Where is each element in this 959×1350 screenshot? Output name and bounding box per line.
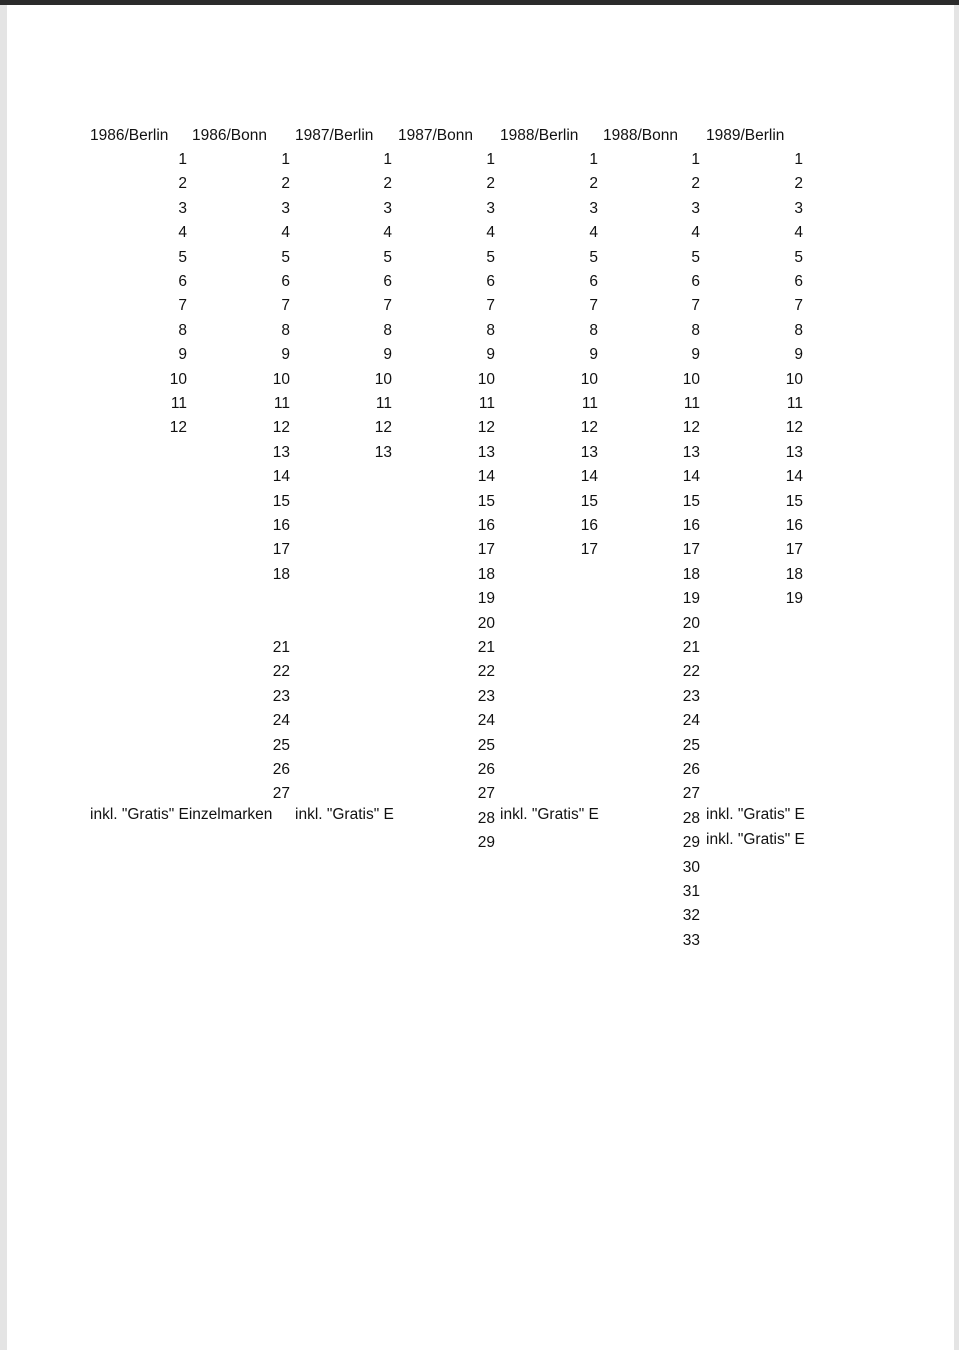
table-cell: 22 xyxy=(682,663,700,681)
table-cell: 33 xyxy=(682,931,700,949)
table-cell: 26 xyxy=(272,761,290,778)
table-cell: 15 xyxy=(682,492,700,510)
table-cell: 15 xyxy=(477,492,495,510)
table-cell: 21 xyxy=(682,639,700,656)
note-cell: inkl. "Gratis" E xyxy=(706,806,805,823)
table-cell: 8 xyxy=(281,321,290,339)
table-cell: 20 xyxy=(477,614,495,632)
table-cell: 6 xyxy=(486,273,495,290)
column-header: 1986/Berlin xyxy=(90,127,169,144)
table-cell: 2 xyxy=(486,175,495,193)
table-cell: 23 xyxy=(682,687,700,705)
table-cell: 8 xyxy=(794,321,803,339)
table-cell: 12 xyxy=(580,419,598,437)
table-cell: 10 xyxy=(374,370,392,388)
table-cell: 13 xyxy=(580,443,598,461)
table-cell: 4 xyxy=(691,224,700,242)
table-cell: 12 xyxy=(272,419,290,437)
note-cell: inkl. "Gratis" E xyxy=(295,806,394,823)
table-cell: 25 xyxy=(682,736,700,754)
table-cell: 22 xyxy=(477,663,495,681)
table-cell: 17 xyxy=(477,541,495,559)
table-cell: 12 xyxy=(169,419,187,437)
table-cell: 10 xyxy=(169,370,187,388)
table-cell: 1 xyxy=(794,151,803,168)
table-cell: 12 xyxy=(682,419,700,437)
table-cell: 11 xyxy=(478,395,495,412)
table-cell: 24 xyxy=(682,712,700,730)
table-cell: 13 xyxy=(374,443,392,461)
table-cell: 10 xyxy=(272,370,290,388)
table-cell: 9 xyxy=(383,346,392,364)
column-header: 1988/Berlin xyxy=(500,127,579,144)
table-cell: 3 xyxy=(178,199,187,217)
table-cell: 9 xyxy=(589,346,598,364)
table-cell: 9 xyxy=(281,346,290,364)
table-cell: 23 xyxy=(477,687,495,705)
table-cell: 11 xyxy=(786,395,803,412)
note-cell: inkl. "Gratis" E xyxy=(500,806,599,823)
table-cell: 6 xyxy=(383,273,392,290)
table-cell: 8 xyxy=(486,321,495,339)
table-cell: 6 xyxy=(281,273,290,290)
table-cell: 5 xyxy=(589,248,598,266)
table-cell: 3 xyxy=(589,199,598,217)
table-cell: 1 xyxy=(178,151,187,168)
table-cell: 18 xyxy=(272,565,290,583)
table-cell: 17 xyxy=(272,541,290,559)
table-cell: 1 xyxy=(486,151,495,168)
table-cell: 6 xyxy=(794,273,803,290)
table-cell: 2 xyxy=(281,175,290,193)
table-cell: 14 xyxy=(682,468,700,486)
table-cell: 32 xyxy=(682,907,700,925)
table-cell: 4 xyxy=(486,224,495,242)
table-cell: 18 xyxy=(682,565,700,583)
table-cell: 7 xyxy=(281,297,290,315)
column-header: 1987/Berlin xyxy=(295,127,374,144)
table-cell: 27 xyxy=(272,785,290,803)
table-cell: 11 xyxy=(273,395,290,412)
column-header: 1989/Berlin xyxy=(706,127,785,144)
table-cell: 7 xyxy=(589,297,598,315)
table-cell: 13 xyxy=(682,443,700,461)
table-cell: 14 xyxy=(272,468,290,486)
table-cell: 3 xyxy=(281,199,290,217)
table-cell: 26 xyxy=(477,761,495,778)
table-cell: 4 xyxy=(794,224,803,242)
table-cell: 30 xyxy=(682,858,700,876)
table-cell: 2 xyxy=(383,175,392,193)
table-cell: 5 xyxy=(691,248,700,266)
table-cell: 5 xyxy=(281,248,290,266)
table-cell: 12 xyxy=(374,419,392,437)
table-cell: 20 xyxy=(682,614,700,632)
table-cell: 6 xyxy=(178,273,187,290)
table-cell: 2 xyxy=(691,175,700,193)
table-cell: 15 xyxy=(785,492,803,510)
table-cell: 4 xyxy=(383,224,392,242)
table-cell: 16 xyxy=(272,517,290,534)
column-header: 1987/Bonn xyxy=(398,127,473,144)
table-cell: 22 xyxy=(272,663,290,681)
table-cell: 7 xyxy=(486,297,495,315)
table-cell: 19 xyxy=(477,590,495,608)
table-cell: 11 xyxy=(581,395,598,412)
table-cell: 18 xyxy=(785,565,803,583)
table-cell: 10 xyxy=(580,370,598,388)
table-cell: 27 xyxy=(682,785,700,803)
column-header: 1986/Bonn xyxy=(192,127,267,144)
table-cell: 21 xyxy=(477,639,495,656)
table-cell: 3 xyxy=(794,199,803,217)
table-cell: 28 xyxy=(477,809,495,827)
table-cell: 2 xyxy=(794,175,803,193)
table-cell: 2 xyxy=(178,175,187,193)
table-cell: 3 xyxy=(383,199,392,217)
table-cell: 9 xyxy=(691,346,700,364)
table-cell: 1 xyxy=(691,151,700,168)
table-cell: 4 xyxy=(589,224,598,242)
table-cell: 7 xyxy=(383,297,392,315)
table-cell: 12 xyxy=(785,419,803,437)
table-cell: 9 xyxy=(794,346,803,364)
table-cell: 3 xyxy=(486,199,495,217)
table-cell: 17 xyxy=(580,541,598,559)
table-cell: 18 xyxy=(477,565,495,583)
table-cell: 28 xyxy=(682,809,700,827)
table-cell: 16 xyxy=(785,517,803,534)
table-cell: 17 xyxy=(785,541,803,559)
table-cell: 25 xyxy=(272,736,290,754)
table-cell: 17 xyxy=(682,541,700,559)
table-cell: 13 xyxy=(477,443,495,461)
table-cell: 7 xyxy=(691,297,700,315)
table-cell: 6 xyxy=(691,273,700,290)
table-cell: 26 xyxy=(682,761,700,778)
table-cell: 3 xyxy=(691,199,700,217)
table-cell: 13 xyxy=(272,443,290,461)
table-cell: 29 xyxy=(477,834,495,852)
table-cell: 11 xyxy=(683,395,700,412)
table-cell: 15 xyxy=(580,492,598,510)
table-cell: 14 xyxy=(785,468,803,486)
table-cell: 24 xyxy=(477,712,495,730)
table-cell: 19 xyxy=(785,590,803,608)
table-cell: 4 xyxy=(178,224,187,242)
table-cell: 5 xyxy=(178,248,187,266)
note-cell: inkl. "Gratis" E xyxy=(706,831,805,848)
table-cell: 21 xyxy=(272,639,290,656)
table-cell: 16 xyxy=(580,517,598,534)
table-cell: 15 xyxy=(272,492,290,510)
table-cell: 31 xyxy=(682,883,700,900)
table-cell: 27 xyxy=(477,785,495,803)
table-cell: 12 xyxy=(477,419,495,437)
note-cell: inkl. "Gratis" Einzelmarken xyxy=(90,806,273,823)
table-cell: 1 xyxy=(383,151,392,168)
table-cell: 8 xyxy=(691,321,700,339)
table-cell: 10 xyxy=(785,370,803,388)
table-cell: 16 xyxy=(682,517,700,534)
table-cell: 11 xyxy=(170,395,187,412)
table-cell: 9 xyxy=(486,346,495,364)
table-cell: 19 xyxy=(682,590,700,608)
table-cell: 7 xyxy=(178,297,187,315)
table-cell: 13 xyxy=(785,443,803,461)
table-cell: 5 xyxy=(486,248,495,266)
table-cell: 7 xyxy=(794,297,803,315)
table-cell: 29 xyxy=(682,834,700,852)
column-header: 1988/Bonn xyxy=(603,127,678,144)
table-cell: 5 xyxy=(794,248,803,266)
table-cell: 23 xyxy=(272,687,290,705)
table-cell: 14 xyxy=(477,468,495,486)
table-cell: 2 xyxy=(589,175,598,193)
table-cell: 11 xyxy=(375,395,392,412)
table-cell: 14 xyxy=(580,468,598,486)
table-cell: 6 xyxy=(589,273,598,290)
table-cell: 1 xyxy=(589,151,598,168)
table-cell: 10 xyxy=(682,370,700,388)
table-cell: 4 xyxy=(281,224,290,242)
table-cell: 5 xyxy=(383,248,392,266)
table-cell: 24 xyxy=(272,712,290,730)
table-cell: 8 xyxy=(589,321,598,339)
table-cell: 8 xyxy=(178,321,187,339)
table-cell: 25 xyxy=(477,736,495,754)
table-cell: 16 xyxy=(477,517,495,534)
table-cell: 1 xyxy=(281,151,290,168)
table-cell: 10 xyxy=(477,370,495,388)
table-cell: 9 xyxy=(178,346,187,364)
table-cell: 8 xyxy=(383,321,392,339)
